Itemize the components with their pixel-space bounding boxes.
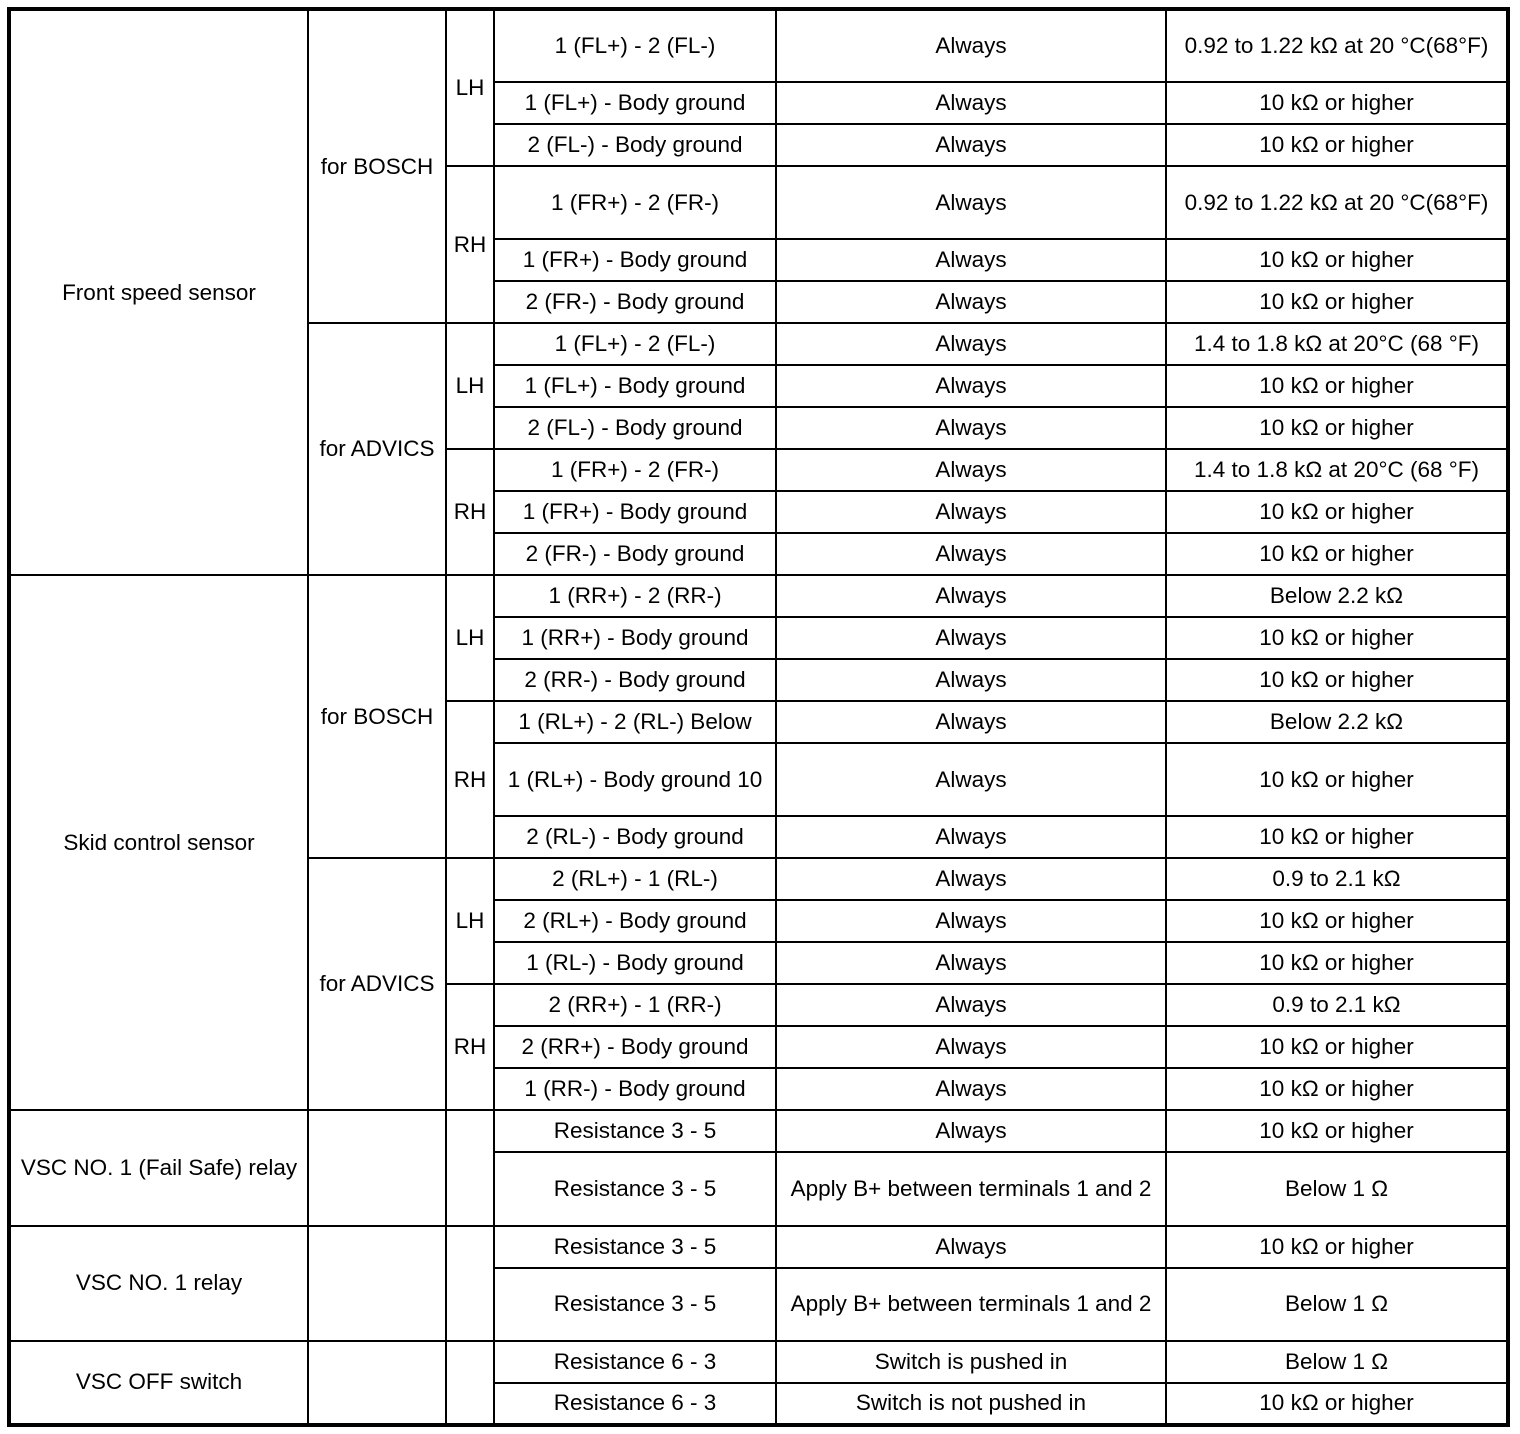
tester-connection-cell: 2 (FR-) - Body ground: [494, 281, 776, 323]
specified-condition-cell: 0.92 to 1.22 kΩ at 20 °C(68°F): [1166, 9, 1508, 82]
specified-condition-cell: 10 kΩ or higher: [1166, 533, 1508, 575]
variant-cell: for BOSCH: [308, 9, 446, 323]
condition-cell: Always: [776, 984, 1166, 1026]
table-row: [9, 1110, 1508, 1152]
tester-connection-cell: 2 (RL+) - 1 (RL-): [494, 858, 776, 900]
side-cell: [446, 1110, 494, 1225]
condition-cell: Always: [776, 239, 1166, 281]
specified-condition-cell: 10 kΩ or higher: [1166, 124, 1508, 166]
condition-cell: Always: [776, 900, 1166, 942]
tester-connection-cell: 2 (RR+) - Body ground: [494, 1026, 776, 1068]
side-cell: RH: [446, 166, 494, 323]
tester-connection-cell: 1 (FL+) - Body ground: [494, 82, 776, 124]
specified-condition-cell: Below 2.2 kΩ: [1166, 701, 1508, 743]
condition-cell: Always: [776, 743, 1166, 816]
specified-condition-cell: Below 1 Ω: [1166, 1341, 1508, 1383]
specified-condition-cell: 0.92 to 1.22 kΩ at 20 °C(68°F): [1166, 166, 1508, 239]
side-cell: [446, 1341, 494, 1425]
tester-connection-cell: Resistance 3 - 5: [494, 1110, 776, 1152]
tester-connection-cell: 2 (FR-) - Body ground: [494, 533, 776, 575]
tester-connection-cell: 2 (FL-) - Body ground: [494, 124, 776, 166]
component-name-cell: VSC OFF switch: [9, 1341, 308, 1425]
tester-connection-cell: 2 (RR-) - Body ground: [494, 659, 776, 701]
condition-cell: Always: [776, 124, 1166, 166]
tester-connection-cell: 1 (FR+) - 2 (FR-): [494, 166, 776, 239]
condition-cell: Always: [776, 701, 1166, 743]
specified-condition-cell: 10 kΩ or higher: [1166, 942, 1508, 984]
condition-cell: Always: [776, 816, 1166, 858]
specified-condition-cell: 10 kΩ or higher: [1166, 1026, 1508, 1068]
condition-cell: Always: [776, 323, 1166, 365]
specified-condition-cell: Below 1 Ω: [1166, 1268, 1508, 1341]
component-name-cell: Front speed sensor: [9, 9, 308, 575]
condition-cell: Always: [776, 617, 1166, 659]
side-cell: LH: [446, 575, 494, 701]
condition-cell: Always: [776, 82, 1166, 124]
side-cell: LH: [446, 323, 494, 449]
spec-table-body: [9, 9, 1508, 1425]
tester-connection-cell: 1 (RR+) - 2 (RR-): [494, 575, 776, 617]
specified-condition-cell: 10 kΩ or higher: [1166, 281, 1508, 323]
specified-condition-cell: 10 kΩ or higher: [1166, 365, 1508, 407]
tester-connection-cell: 1 (FR+) - Body ground: [494, 491, 776, 533]
tester-connection-cell: 2 (FL-) - Body ground: [494, 407, 776, 449]
variant-cell: [308, 1341, 446, 1425]
specified-condition-cell: 10 kΩ or higher: [1166, 1110, 1508, 1152]
component-name-cell: Skid control sensor: [9, 575, 308, 1110]
side-cell: RH: [446, 701, 494, 858]
tester-connection-cell: 2 (RR+) - 1 (RR-): [494, 984, 776, 1026]
condition-cell: Always: [776, 1026, 1166, 1068]
tester-connection-cell: 2 (RL-) - Body ground: [494, 816, 776, 858]
condition-cell: Always: [776, 575, 1166, 617]
tester-connection-cell: 1 (RL+) - Body ground 10: [494, 743, 776, 816]
tester-connection-cell: 1 (RL-) - Body ground: [494, 942, 776, 984]
specified-condition-cell: Below 2.2 kΩ: [1166, 575, 1508, 617]
tester-connection-cell: Resistance 3 - 5: [494, 1268, 776, 1341]
component-name-cell: VSC NO. 1 (Fail Safe) relay: [9, 1110, 308, 1225]
condition-cell: Always: [776, 281, 1166, 323]
condition-cell: Always: [776, 659, 1166, 701]
condition-cell: Always: [776, 942, 1166, 984]
condition-cell: Always: [776, 1110, 1166, 1152]
variant-cell: [308, 1110, 446, 1225]
tester-connection-cell: Resistance 3 - 5: [494, 1152, 776, 1225]
condition-cell: Always: [776, 1226, 1166, 1268]
condition-cell: Always: [776, 533, 1166, 575]
tester-connection-cell: 1 (RR-) - Body ground: [494, 1068, 776, 1110]
specified-condition-cell: 10 kΩ or higher: [1166, 617, 1508, 659]
condition-cell: Always: [776, 365, 1166, 407]
variant-cell: for BOSCH: [308, 575, 446, 858]
specified-condition-cell: 10 kΩ or higher: [1166, 491, 1508, 533]
variant-cell: for ADVICS: [308, 323, 446, 575]
condition-cell: Always: [776, 491, 1166, 533]
tester-connection-cell: Resistance 6 - 3: [494, 1341, 776, 1383]
tester-connection-cell: 1 (FL+) - 2 (FL-): [494, 323, 776, 365]
condition-cell: Always: [776, 858, 1166, 900]
side-cell: RH: [446, 449, 494, 575]
specified-condition-cell: 10 kΩ or higher: [1166, 407, 1508, 449]
condition-cell: Always: [776, 407, 1166, 449]
inspection-spec-table: [7, 7, 1510, 1427]
specified-condition-cell: Below 1 Ω: [1166, 1152, 1508, 1225]
condition-cell: Always: [776, 1068, 1166, 1110]
variant-cell: [308, 1226, 446, 1341]
side-cell: LH: [446, 858, 494, 984]
condition-cell: Apply B+ between terminals 1 and 2: [776, 1152, 1166, 1225]
side-cell: [446, 1226, 494, 1341]
specified-condition-cell: 10 kΩ or higher: [1166, 239, 1508, 281]
specified-condition-cell: 1.4 to 1.8 kΩ at 20°C (68 °F): [1166, 323, 1508, 365]
component-name-cell: VSC NO. 1 relay: [9, 1226, 308, 1341]
table-row: [9, 1341, 1508, 1383]
condition-cell: Switch is not pushed in: [776, 1383, 1166, 1425]
condition-cell: Switch is pushed in: [776, 1341, 1166, 1383]
condition-cell: Always: [776, 449, 1166, 491]
table-row: [9, 575, 1508, 617]
specified-condition-cell: 10 kΩ or higher: [1166, 743, 1508, 816]
condition-cell: Always: [776, 166, 1166, 239]
specified-condition-cell: 10 kΩ or higher: [1166, 82, 1508, 124]
specified-condition-cell: 0.9 to 2.1 kΩ: [1166, 984, 1508, 1026]
side-cell: LH: [446, 9, 494, 166]
table-row: [9, 9, 1508, 82]
tester-connection-cell: 1 (FR+) - Body ground: [494, 239, 776, 281]
specified-condition-cell: 10 kΩ or higher: [1166, 659, 1508, 701]
tester-connection-cell: Resistance 3 - 5: [494, 1226, 776, 1268]
table-row: [9, 1226, 1508, 1268]
specified-condition-cell: 0.9 to 2.1 kΩ: [1166, 858, 1508, 900]
specified-condition-cell: 1.4 to 1.8 kΩ at 20°C (68 °F): [1166, 449, 1508, 491]
specified-condition-cell: 10 kΩ or higher: [1166, 816, 1508, 858]
condition-cell: Apply B+ between terminals 1 and 2: [776, 1268, 1166, 1341]
specified-condition-cell: 10 kΩ or higher: [1166, 1068, 1508, 1110]
specified-condition-cell: 10 kΩ or higher: [1166, 1383, 1508, 1425]
specified-condition-cell: 10 kΩ or higher: [1166, 1226, 1508, 1268]
tester-connection-cell: 1 (FR+) - 2 (FR-): [494, 449, 776, 491]
condition-cell: Always: [776, 9, 1166, 82]
tester-connection-cell: 1 (FL+) - 2 (FL-): [494, 9, 776, 82]
side-cell: RH: [446, 984, 494, 1110]
tester-connection-cell: Resistance 6 - 3: [494, 1383, 776, 1425]
specified-condition-cell: 10 kΩ or higher: [1166, 900, 1508, 942]
tester-connection-cell: 1 (RL+) - 2 (RL-) Below: [494, 701, 776, 743]
variant-cell: for ADVICS: [308, 858, 446, 1110]
tester-connection-cell: 1 (FL+) - Body ground: [494, 365, 776, 407]
tester-connection-cell: 2 (RL+) - Body ground: [494, 900, 776, 942]
tester-connection-cell: 1 (RR+) - Body ground: [494, 617, 776, 659]
